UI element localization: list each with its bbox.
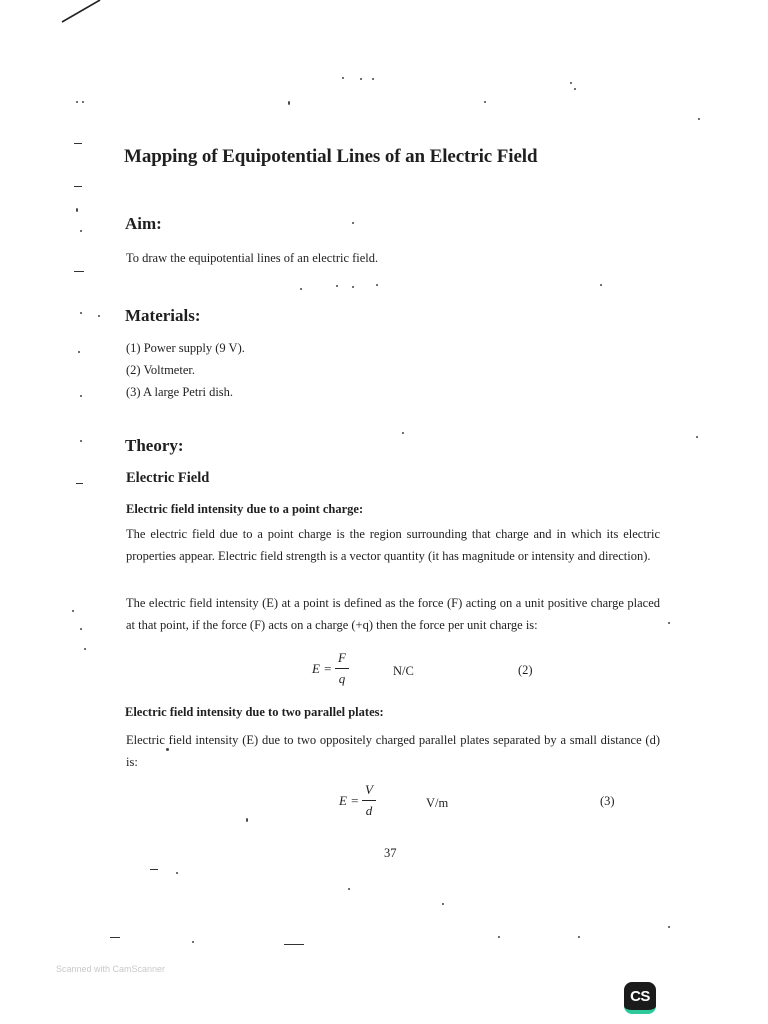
scan-noise — [696, 436, 698, 438]
point-charge-paragraph-2: The electric field intensity (E) at a point is defined as the force (F) acting on a unit positive charge placed at that point, if the force (F) acts on a charge (+q) then the force per unit charge is: — [126, 596, 660, 632]
materials-item-3: (3) A large Petri dish. — [126, 385, 234, 399]
materials-item-1: (1) Power supply (9 V). — [126, 341, 245, 355]
parallel-plates-heading: Electric field intensity due to two parallel plates: — [125, 705, 384, 719]
scan-noise — [76, 101, 78, 103]
camscanner-logo-icon: CS — [624, 982, 656, 1014]
aim-heading: Aim: — [125, 214, 162, 233]
scan-noise — [698, 118, 700, 120]
scan-noise — [192, 941, 194, 943]
equation-3-denominator: d — [365, 803, 373, 818]
pen-stroke-mark — [58, 0, 108, 26]
scan-noise — [352, 286, 354, 288]
scan-noise — [442, 903, 444, 905]
scan-noise — [498, 936, 500, 938]
aim-text: To draw the equipotential lines of an electric field. — [126, 251, 379, 265]
scan-noise — [76, 208, 78, 212]
electric-field-subheading: Electric Field — [126, 470, 210, 486]
scan-noise — [176, 872, 178, 874]
scan-noise — [110, 937, 120, 938]
scan-noise — [668, 926, 670, 928]
materials-item-2: (2) Voltmeter. — [126, 363, 195, 377]
equation-2-fraction — [335, 650, 349, 687]
equation-2-lhs: E = — [312, 660, 332, 676]
scan-noise — [80, 230, 82, 232]
scan-noise — [76, 483, 83, 484]
equation-2-denominator: q — [338, 671, 346, 686]
scan-noise — [84, 648, 86, 650]
scan-noise — [342, 77, 344, 79]
equation-3-unit: V/m — [426, 796, 449, 810]
equation-3 — [339, 782, 376, 819]
scan-noise — [360, 78, 362, 80]
equation-3-numerator: V — [364, 782, 373, 797]
scan-noise — [80, 312, 82, 314]
equation-3-number: (3) — [600, 794, 615, 808]
scan-noise — [376, 284, 378, 286]
equation-3-lhs: E = — [339, 792, 359, 808]
scan-noise — [574, 88, 576, 90]
equation-2-unit: N/C — [393, 664, 414, 678]
scan-noise — [372, 78, 374, 80]
point-charge-paragraph-1: The electric field due to a point charge is the region surrounding that charge and in which its electric properties appear. Electric field strength is a vector quantity (it has magnitude or intensity and direction). — [126, 527, 660, 563]
scan-noise — [74, 186, 82, 187]
scan-noise — [72, 610, 74, 612]
document-title: Mapping of Equipotential Lines of an Electric Field — [124, 146, 538, 167]
theory-heading: Theory: — [125, 436, 184, 455]
equation-2 — [312, 650, 349, 687]
scan-noise — [74, 143, 82, 144]
page-number: 37 — [384, 846, 397, 860]
scan-noise — [80, 628, 82, 630]
scan-noise — [352, 222, 354, 224]
scan-noise — [484, 101, 486, 103]
scan-noise — [600, 284, 602, 286]
scan-noise — [336, 285, 338, 287]
materials-heading: Materials: — [125, 306, 201, 325]
scan-noise — [288, 101, 290, 105]
scan-noise — [80, 440, 82, 442]
scanner-watermark: Scanned with CamScanner — [56, 964, 166, 974]
scan-noise — [98, 315, 100, 317]
parallel-plates-paragraph: Electric field intensity (E) due to two oppositely charged parallel plates separated by a small distance (d) is: — [126, 733, 660, 769]
point-charge-heading: Electric field intensity due to a point charge: — [126, 502, 364, 516]
scan-noise — [74, 271, 84, 272]
scan-noise — [80, 395, 82, 397]
scan-noise — [284, 944, 304, 945]
scan-noise — [668, 622, 670, 624]
scan-noise — [82, 101, 84, 103]
scan-noise — [570, 82, 572, 84]
scan-noise — [348, 888, 350, 890]
scan-noise — [246, 818, 248, 822]
scan-noise — [166, 748, 169, 751]
scan-noise — [150, 869, 158, 870]
equation-2-number: (2) — [518, 663, 533, 677]
scan-noise — [300, 288, 302, 290]
equation-3-fraction — [362, 782, 376, 819]
scan-noise — [78, 351, 80, 353]
scan-noise — [578, 936, 580, 938]
scan-noise — [402, 432, 404, 434]
equation-2-numerator: F — [337, 650, 346, 665]
